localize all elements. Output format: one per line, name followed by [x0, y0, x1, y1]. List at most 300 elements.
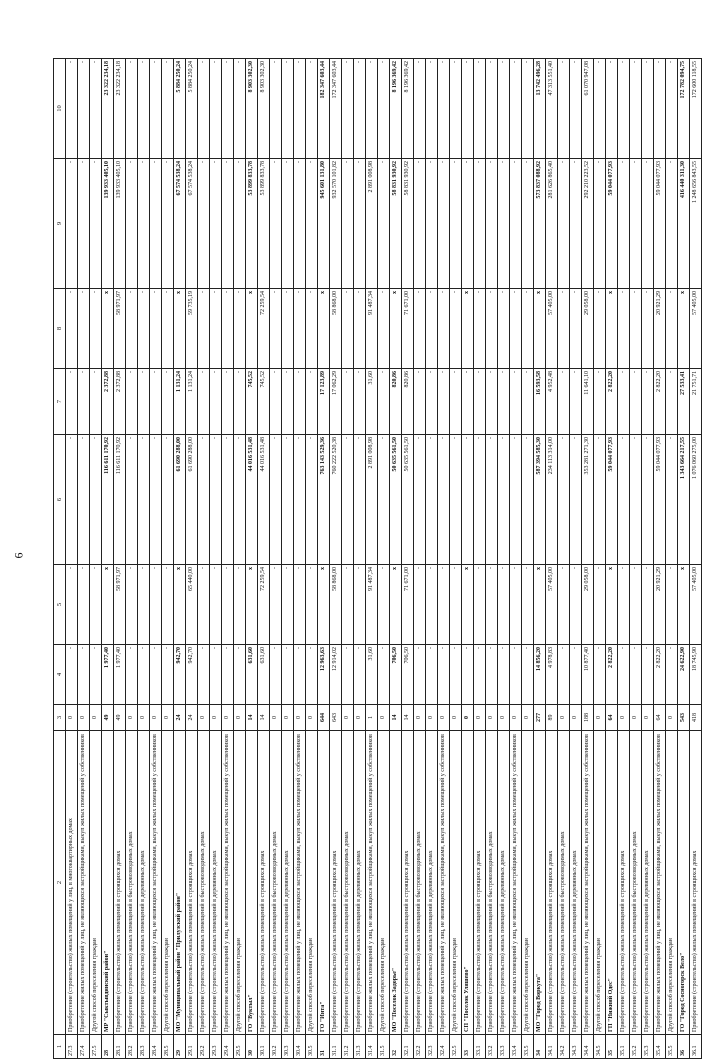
value-cell: 58 971,97: [114, 289, 126, 369]
value-cell: 277: [534, 705, 546, 731]
value-cell: -: [378, 289, 390, 369]
row-number-cell: 35.3: [642, 1035, 654, 1059]
table-row: [582, 59, 594, 1059]
row-number-cell: 33.4: [510, 1035, 522, 1059]
value-cell: 706,50: [390, 645, 402, 705]
value-cell: -: [150, 565, 162, 645]
value-cell: -: [510, 645, 522, 705]
value-cell: 27 533,41: [678, 369, 690, 435]
value-cell: 172 347 603,44: [330, 59, 342, 159]
value-cell: 5 884 250,24: [174, 59, 186, 159]
value-cell: -: [426, 369, 438, 435]
table-row: [678, 59, 690, 1059]
value-cell: -: [78, 59, 90, 159]
value-cell: -: [66, 59, 78, 159]
value-cell: 61 690 288,00: [186, 435, 198, 565]
value-cell: 0: [354, 705, 366, 731]
value-cell: -: [378, 59, 390, 159]
value-cell: x: [390, 565, 402, 645]
table-row: [258, 59, 270, 1059]
value-cell: 0: [618, 705, 630, 731]
value-cell: -: [234, 159, 246, 289]
value-cell: 0: [522, 705, 534, 731]
row-label-cell: Приобретение жилых помещений у лиц, не являющихся застройщиками, выкуп жилых помещений у собственников: [150, 731, 162, 1035]
row-number-cell: 31.3: [354, 1035, 366, 1059]
value-cell: 281 626 865,40: [546, 159, 558, 289]
value-cell: -: [450, 289, 462, 369]
value-cell: 0: [342, 705, 354, 731]
table-row: [390, 59, 402, 1059]
value-cell: x: [174, 565, 186, 645]
value-cell: -: [474, 565, 486, 645]
value-cell: -: [342, 645, 354, 705]
value-cell: -: [198, 59, 210, 159]
value-cell: -: [198, 289, 210, 369]
value-cell: 89: [546, 705, 558, 731]
resettlement-table: [53, 58, 702, 1059]
value-cell: 18 745,90: [690, 645, 702, 705]
row-label-cell: МО "Город Воркута": [534, 731, 546, 1035]
value-cell: -: [486, 369, 498, 435]
table-row: [462, 59, 474, 1059]
row-number-cell: 36.1: [690, 1035, 702, 1059]
value-cell: -: [630, 289, 642, 369]
value-cell: -: [438, 565, 450, 645]
value-cell: 4 978,83: [546, 645, 558, 705]
value-cell: 0: [474, 705, 486, 731]
value-cell: x: [678, 289, 690, 369]
value-cell: -: [78, 369, 90, 435]
value-cell: -: [138, 369, 150, 435]
value-cell: -: [282, 565, 294, 645]
value-cell: -: [378, 435, 390, 565]
row-label-cell: Приобретение (строительство) жилых помещений в деревянных домах: [570, 731, 582, 1035]
value-cell: -: [474, 369, 486, 435]
table-row: [162, 59, 174, 1059]
value-cell: 2 891 008,98: [366, 435, 378, 565]
value-cell: -: [462, 159, 474, 289]
value-cell: -: [270, 565, 282, 645]
value-cell: -: [378, 565, 390, 645]
row-label-cell: Приобретение (строительство) жилых помещений в быстровозводимых домах: [270, 731, 282, 1035]
row-number-cell: 34.5: [594, 1035, 606, 1059]
value-cell: -: [522, 645, 534, 705]
table-row: [378, 59, 390, 1059]
value-cell: 29 058,00: [582, 289, 594, 369]
value-cell: 16 593,58: [534, 369, 546, 435]
column-header: 8: [54, 289, 66, 369]
table-row: [618, 59, 630, 1059]
value-cell: 0: [426, 705, 438, 731]
table-row: [330, 59, 342, 1059]
value-cell: 64: [606, 705, 618, 731]
value-cell: -: [126, 289, 138, 369]
value-cell: 2 822,20: [654, 645, 666, 705]
value-cell: 58 971,97: [114, 565, 126, 645]
value-cell: -: [354, 565, 366, 645]
table-row: [246, 59, 258, 1059]
value-cell: -: [198, 159, 210, 289]
value-cell: -: [594, 59, 606, 159]
value-cell: 172 782 094,75: [678, 59, 690, 159]
table-row: [558, 59, 570, 1059]
value-cell: -: [438, 645, 450, 705]
value-cell: -: [138, 565, 150, 645]
table-row: [114, 59, 126, 1059]
value-cell: -: [522, 59, 534, 159]
value-cell: -: [126, 645, 138, 705]
value-cell: 0: [138, 705, 150, 731]
row-label-cell: Приобретение (строительство) жилых помещений в строящихся домах: [618, 731, 630, 1035]
value-cell: x: [246, 565, 258, 645]
value-cell: -: [642, 435, 654, 565]
value-cell: -: [90, 645, 102, 705]
value-cell: -: [450, 159, 462, 289]
value-cell: 0: [414, 705, 426, 731]
table-row: [354, 59, 366, 1059]
value-cell: -: [270, 159, 282, 289]
value-cell: 50 635 561,50: [402, 435, 414, 565]
value-cell: -: [642, 369, 654, 435]
value-cell: -: [150, 59, 162, 159]
value-cell: 631,60: [258, 645, 270, 705]
row-number-cell: 29.3: [210, 1035, 222, 1059]
value-cell: 12 963,63: [318, 645, 330, 705]
value-cell: -: [198, 369, 210, 435]
value-cell: -: [222, 59, 234, 159]
value-cell: -: [426, 645, 438, 705]
value-cell: -: [630, 59, 642, 159]
value-cell: -: [66, 645, 78, 705]
table-row: [282, 59, 294, 1059]
value-cell: -: [270, 645, 282, 705]
row-number-cell: 32.4: [438, 1035, 450, 1059]
value-cell: -: [594, 645, 606, 705]
column-header: 10: [54, 59, 66, 159]
value-cell: -: [90, 159, 102, 289]
column-number-row: [54, 59, 66, 1059]
value-cell: -: [222, 565, 234, 645]
value-cell: -: [426, 565, 438, 645]
value-cell: -: [474, 645, 486, 705]
row-number-cell: 30.1: [258, 1035, 270, 1059]
row-number-cell: 30.4: [294, 1035, 306, 1059]
row-label-cell: Приобретение (строительство) жилых помещений в быстровозводимых домах: [342, 731, 354, 1035]
row-label-cell: Приобретение жилых помещений у лиц, не являющихся застройщиками, выкуп жилых помещений у собственников: [78, 731, 90, 1035]
value-cell: 8 196 369,42: [402, 59, 414, 159]
value-cell: 0: [150, 705, 162, 731]
row-number-cell: 30: [246, 1035, 258, 1059]
value-cell: -: [354, 435, 366, 565]
value-cell: 745,52: [246, 369, 258, 435]
value-cell: 21 751,71: [690, 369, 702, 435]
value-cell: -: [474, 289, 486, 369]
value-cell: -: [306, 289, 318, 369]
value-cell: -: [438, 159, 450, 289]
value-cell: 58 831 930,92: [402, 159, 414, 289]
value-cell: -: [438, 435, 450, 565]
row-number-cell: 33.3: [498, 1035, 510, 1059]
row-number-cell: 27.3: [66, 1035, 78, 1059]
value-cell: 0: [498, 705, 510, 731]
value-cell: 71 671,00: [402, 565, 414, 645]
value-cell: -: [450, 645, 462, 705]
row-label-cell: Приобретение (строительство) жилых помещений в строящихся домах: [546, 731, 558, 1035]
row-number-cell: 29.1: [186, 1035, 198, 1059]
value-cell: -: [210, 369, 222, 435]
value-cell: 0: [558, 705, 570, 731]
value-cell: 67 574 538,24: [174, 159, 186, 289]
value-cell: x: [462, 565, 474, 645]
row-number-cell: 29.4: [222, 1035, 234, 1059]
value-cell: -: [510, 159, 522, 289]
value-cell: 932 570 101,82: [330, 159, 342, 289]
value-cell: -: [378, 645, 390, 705]
value-cell: 91 487,34: [366, 565, 378, 645]
row-label-cell: Приобретение (строительство) жилых помещений в строящихся домах: [258, 731, 270, 1035]
value-cell: -: [162, 565, 174, 645]
value-cell: -: [282, 159, 294, 289]
value-cell: 53 899 833,78: [258, 159, 270, 289]
row-number-cell: 28.2: [126, 1035, 138, 1059]
value-cell: 59 044 077,93: [606, 435, 618, 565]
value-cell: -: [630, 369, 642, 435]
value-cell: 5 884 250,24: [186, 59, 198, 159]
value-cell: 418: [690, 705, 702, 731]
value-cell: -: [618, 289, 630, 369]
value-cell: 14: [390, 705, 402, 731]
value-cell: -: [162, 159, 174, 289]
value-cell: x: [318, 565, 330, 645]
value-cell: 11 641,10: [582, 369, 594, 435]
value-cell: -: [498, 369, 510, 435]
table-row: [630, 59, 642, 1059]
value-cell: -: [522, 289, 534, 369]
value-cell: x: [390, 289, 402, 369]
row-number-cell: 32.3: [426, 1035, 438, 1059]
row-label-cell: Приобретение (строительство) жилых помещений в деревянных домах: [282, 731, 294, 1035]
value-cell: x: [246, 289, 258, 369]
row-number-cell: 35.1: [618, 1035, 630, 1059]
value-cell: -: [282, 435, 294, 565]
row-label-cell: Приобретение (строительство) жилых помещений у лиц, в многоквартирных домах: [66, 731, 78, 1035]
value-cell: 24 622,90: [678, 645, 690, 705]
value-cell: -: [126, 369, 138, 435]
value-cell: -: [666, 369, 678, 435]
row-label-cell: Приобретение (строительство) жилых помещений в быстровозводимых домах: [414, 731, 426, 1035]
value-cell: -: [354, 159, 366, 289]
value-cell: -: [78, 565, 90, 645]
value-cell: -: [138, 59, 150, 159]
value-cell: -: [78, 289, 90, 369]
value-cell: -: [270, 59, 282, 159]
value-cell: 1 977,40: [102, 645, 114, 705]
row-number-cell: 29: [174, 1035, 186, 1059]
value-cell: -: [462, 369, 474, 435]
value-cell: -: [270, 435, 282, 565]
table-row: [306, 59, 318, 1059]
value-cell: -: [210, 289, 222, 369]
value-cell: 2 891 008,98: [366, 159, 378, 289]
row-label-cell: Приобретение жилых помещений у лиц, не являющихся застройщиками, выкуп жилых помещений у собственников: [510, 731, 522, 1035]
row-number-cell: 30.2: [270, 1035, 282, 1059]
table-row: [690, 59, 702, 1059]
value-cell: -: [234, 59, 246, 159]
value-cell: -: [426, 435, 438, 565]
value-cell: -: [306, 645, 318, 705]
value-cell: -: [558, 369, 570, 435]
row-label-cell: Приобретение (строительство) жилых помещений в строящихся домах: [474, 731, 486, 1035]
value-cell: -: [438, 369, 450, 435]
row-number-cell: 35: [606, 1035, 618, 1059]
value-cell: x: [534, 565, 546, 645]
value-cell: 0: [294, 705, 306, 731]
row-label-cell: Приобретение (строительство) жилых помещений в быстровозводимых домах: [486, 731, 498, 1035]
value-cell: -: [498, 159, 510, 289]
value-cell: -: [138, 159, 150, 289]
value-cell: -: [570, 369, 582, 435]
value-cell: -: [414, 159, 426, 289]
value-cell: -: [462, 645, 474, 705]
value-cell: 820,86: [390, 369, 402, 435]
table-row: [426, 59, 438, 1059]
value-cell: -: [162, 645, 174, 705]
table-row: [126, 59, 138, 1059]
value-cell: 44 016 531,48: [258, 435, 270, 565]
value-cell: -: [294, 159, 306, 289]
value-cell: -: [666, 289, 678, 369]
value-cell: -: [66, 565, 78, 645]
value-cell: 31,60: [366, 645, 378, 705]
value-cell: 8 903 302,30: [258, 59, 270, 159]
value-cell: 0: [462, 705, 474, 731]
row-label-cell: Приобретение (строительство) жилых помещений в быстровозводимых домах: [630, 731, 642, 1035]
table-row: [342, 59, 354, 1059]
value-cell: -: [78, 645, 90, 705]
row-label-cell: Приобретение жилых помещений у лиц, не являющихся застройщиками, выкуп жилых помещений у собственников: [222, 731, 234, 1035]
value-cell: -: [414, 59, 426, 159]
row-label-cell: Приобретение (строительство) жилых помещений в деревянных домах: [426, 731, 438, 1035]
value-cell: -: [510, 565, 522, 645]
value-cell: 53 899 833,78: [246, 159, 258, 289]
value-cell: -: [366, 59, 378, 159]
table-row: [438, 59, 450, 1059]
value-cell: -: [450, 369, 462, 435]
value-cell: 763 143 529,36: [318, 435, 330, 565]
value-cell: 49: [114, 705, 126, 731]
row-label-cell: Приобретение (строительство) жилых помещений в деревянных домах: [354, 731, 366, 1035]
table-row: [510, 59, 522, 1059]
row-label-cell: Другой способ переселения граждан: [90, 731, 102, 1035]
value-cell: -: [414, 289, 426, 369]
page-number: 6: [11, 552, 26, 559]
table-row: [474, 59, 486, 1059]
value-cell: -: [642, 159, 654, 289]
value-cell: -: [426, 59, 438, 159]
value-cell: -: [150, 289, 162, 369]
value-cell: -: [642, 59, 654, 159]
value-cell: 139 933 405,10: [102, 159, 114, 289]
value-cell: -: [66, 289, 78, 369]
table-row: [642, 59, 654, 1059]
value-cell: -: [342, 159, 354, 289]
value-cell: 2 372,88: [102, 369, 114, 435]
value-cell: -: [234, 645, 246, 705]
value-cell: 0: [378, 705, 390, 731]
value-cell: -: [90, 565, 102, 645]
value-cell: 139 933 405,10: [114, 159, 126, 289]
value-cell: x: [462, 289, 474, 369]
value-cell: 67 574 538,24: [186, 159, 198, 289]
table-row: [270, 59, 282, 1059]
row-label-cell: Приобретение (строительство) жилых помещений в строящихся домах: [330, 731, 342, 1035]
value-cell: 1 131,24: [174, 369, 186, 435]
row-number-cell: 28.5: [162, 1035, 174, 1059]
table-row: [666, 59, 678, 1059]
table-row: [318, 59, 330, 1059]
table-row: [186, 59, 198, 1059]
row-number-cell: 32.1: [402, 1035, 414, 1059]
value-cell: -: [474, 159, 486, 289]
value-cell: -: [666, 59, 678, 159]
value-cell: 58 868,00: [330, 565, 342, 645]
value-cell: -: [234, 435, 246, 565]
value-cell: 182 347 603,44: [318, 59, 330, 159]
value-cell: 644: [318, 705, 330, 731]
table-row: [210, 59, 222, 1059]
value-cell: -: [222, 645, 234, 705]
row-number-cell: 34.2: [558, 1035, 570, 1059]
row-number-cell: 29.2: [198, 1035, 210, 1059]
value-cell: x: [678, 565, 690, 645]
value-cell: 57 405,00: [690, 289, 702, 369]
column-header: 2: [54, 731, 66, 1035]
value-cell: 17 123,89: [318, 369, 330, 435]
value-cell: 0: [282, 705, 294, 731]
value-cell: -: [342, 565, 354, 645]
value-cell: 2 822,20: [606, 369, 618, 435]
value-cell: 188: [582, 705, 594, 731]
row-label-cell: МР "Сыктывдинский район": [102, 731, 114, 1035]
row-label-cell: ГП "Нижний Одес": [606, 731, 618, 1035]
value-cell: x: [174, 289, 186, 369]
value-cell: 543: [678, 705, 690, 731]
value-cell: -: [630, 435, 642, 565]
value-cell: -: [354, 369, 366, 435]
value-cell: 1 977,40: [114, 645, 126, 705]
value-cell: -: [378, 159, 390, 289]
value-cell: 0: [234, 705, 246, 731]
value-cell: -: [198, 435, 210, 565]
row-number-cell: 32.2: [414, 1035, 426, 1059]
value-cell: 0: [78, 705, 90, 731]
value-cell: 71 671,00: [402, 289, 414, 369]
value-cell: 44 016 531,48: [246, 435, 258, 565]
value-cell: -: [306, 369, 318, 435]
value-cell: -: [150, 645, 162, 705]
value-cell: x: [102, 565, 114, 645]
row-label-cell: ГО "Вуктыл": [246, 731, 258, 1035]
value-cell: -: [342, 369, 354, 435]
value-cell: -: [522, 435, 534, 565]
value-cell: 0: [438, 705, 450, 731]
value-cell: 31,60: [366, 369, 378, 435]
value-cell: -: [498, 435, 510, 565]
value-cell: 20 921,29: [654, 289, 666, 369]
table-row: [66, 59, 78, 1059]
value-cell: 942,70: [174, 645, 186, 705]
value-cell: -: [594, 435, 606, 565]
